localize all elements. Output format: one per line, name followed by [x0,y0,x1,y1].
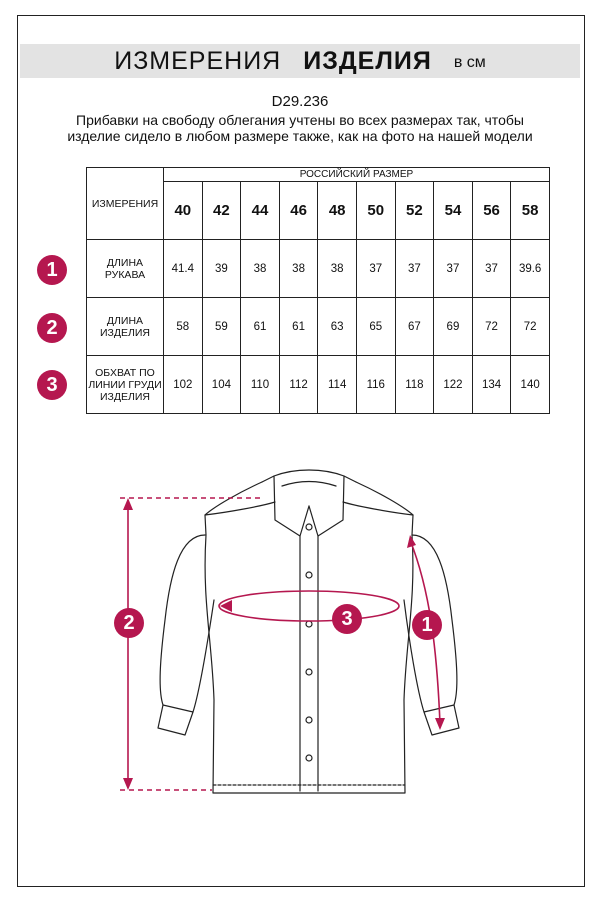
cell-value: 110 [241,356,280,414]
cell-value: 37 [356,240,395,298]
cell-value: 140 [511,356,550,414]
title-measurements: ИЗМЕРЕНИЯ [114,46,282,75]
size-header: 48 [318,182,357,240]
size-header: 44 [241,182,280,240]
diagram-marker-length: 2 [114,608,144,638]
row-label: ДЛИНА ИЗДЕЛИЯ [87,298,164,356]
cell-value: 72 [511,298,550,356]
cell-value: 116 [356,356,395,414]
cell-value: 38 [241,240,280,298]
cell-value: 72 [472,298,511,356]
cell-value: 67 [395,298,434,356]
left-cuff [158,705,193,735]
size-header: 40 [164,182,203,240]
row-label: ОБХВАТ ПО ЛИНИИ ГРУДИ ИЗДЕЛИЯ [87,356,164,414]
cell-value: 69 [434,298,473,356]
arrow-head [123,498,133,510]
cell-value: 58 [164,298,203,356]
size-header: 52 [395,182,434,240]
button [306,755,312,761]
cell-value: 122 [434,356,473,414]
cell-value: 114 [318,356,357,414]
product-code: D29.236 [271,93,329,110]
arrow-head [123,778,133,790]
diagram-marker-sleeve: 1 [412,610,442,640]
collar-back [274,470,344,476]
cell-value: 134 [472,356,511,414]
cell-value: 37 [472,240,511,298]
button [306,524,312,530]
cell-value: 39.6 [511,240,550,298]
arrow-head [407,535,416,548]
arrow-head [435,718,445,730]
size-header: 46 [279,182,318,240]
button [306,717,312,723]
cell-value: 104 [202,356,241,414]
title-product: ИЗДЕЛИЯ [303,46,432,75]
cell-value: 102 [164,356,203,414]
size-header: 58 [511,182,550,240]
button [306,621,312,627]
cell-value: 63 [318,298,357,356]
title-unit: в см [453,54,486,71]
size-header: 42 [202,182,241,240]
buttons [306,524,312,761]
diagram-marker-chest: 3 [332,604,362,634]
chest-ellipse [219,591,399,621]
cell-value: 112 [279,356,318,414]
cell-value: 118 [395,356,434,414]
row-number-badge: 1 [37,255,67,285]
corner-label: ИЗМЕРЕНИЯ [87,168,164,240]
fit-note: Прибавки на свободу облегания учтены во всех размерах так, чтобы изделие сидело в любом размере также, как на фото на нашей модели [67,112,533,144]
left-sleeve [160,535,214,712]
cell-value: 38 [318,240,357,298]
size-header: 56 [472,182,511,240]
collar-band [282,482,336,487]
cell-value: 39 [202,240,241,298]
row-number-badge: 3 [37,370,67,400]
size-group-label: РОССИЙСКИЙ РАЗМЕР [164,168,550,182]
yoke-right [343,502,413,515]
size-header: 54 [434,182,473,240]
cell-value: 61 [279,298,318,356]
cell-value: 41.4 [164,240,203,298]
cell-value: 38 [279,240,318,298]
cell-value: 59 [202,298,241,356]
cell-value: 61 [241,298,280,356]
button [306,572,312,578]
row-number-badge: 2 [37,313,67,343]
yoke-left [205,502,275,515]
cell-value: 37 [434,240,473,298]
cell-value: 37 [395,240,434,298]
size-header: 50 [356,182,395,240]
cell-value: 65 [356,298,395,356]
row-label: ДЛИНА РУКАВА [87,240,164,298]
button [306,669,312,675]
